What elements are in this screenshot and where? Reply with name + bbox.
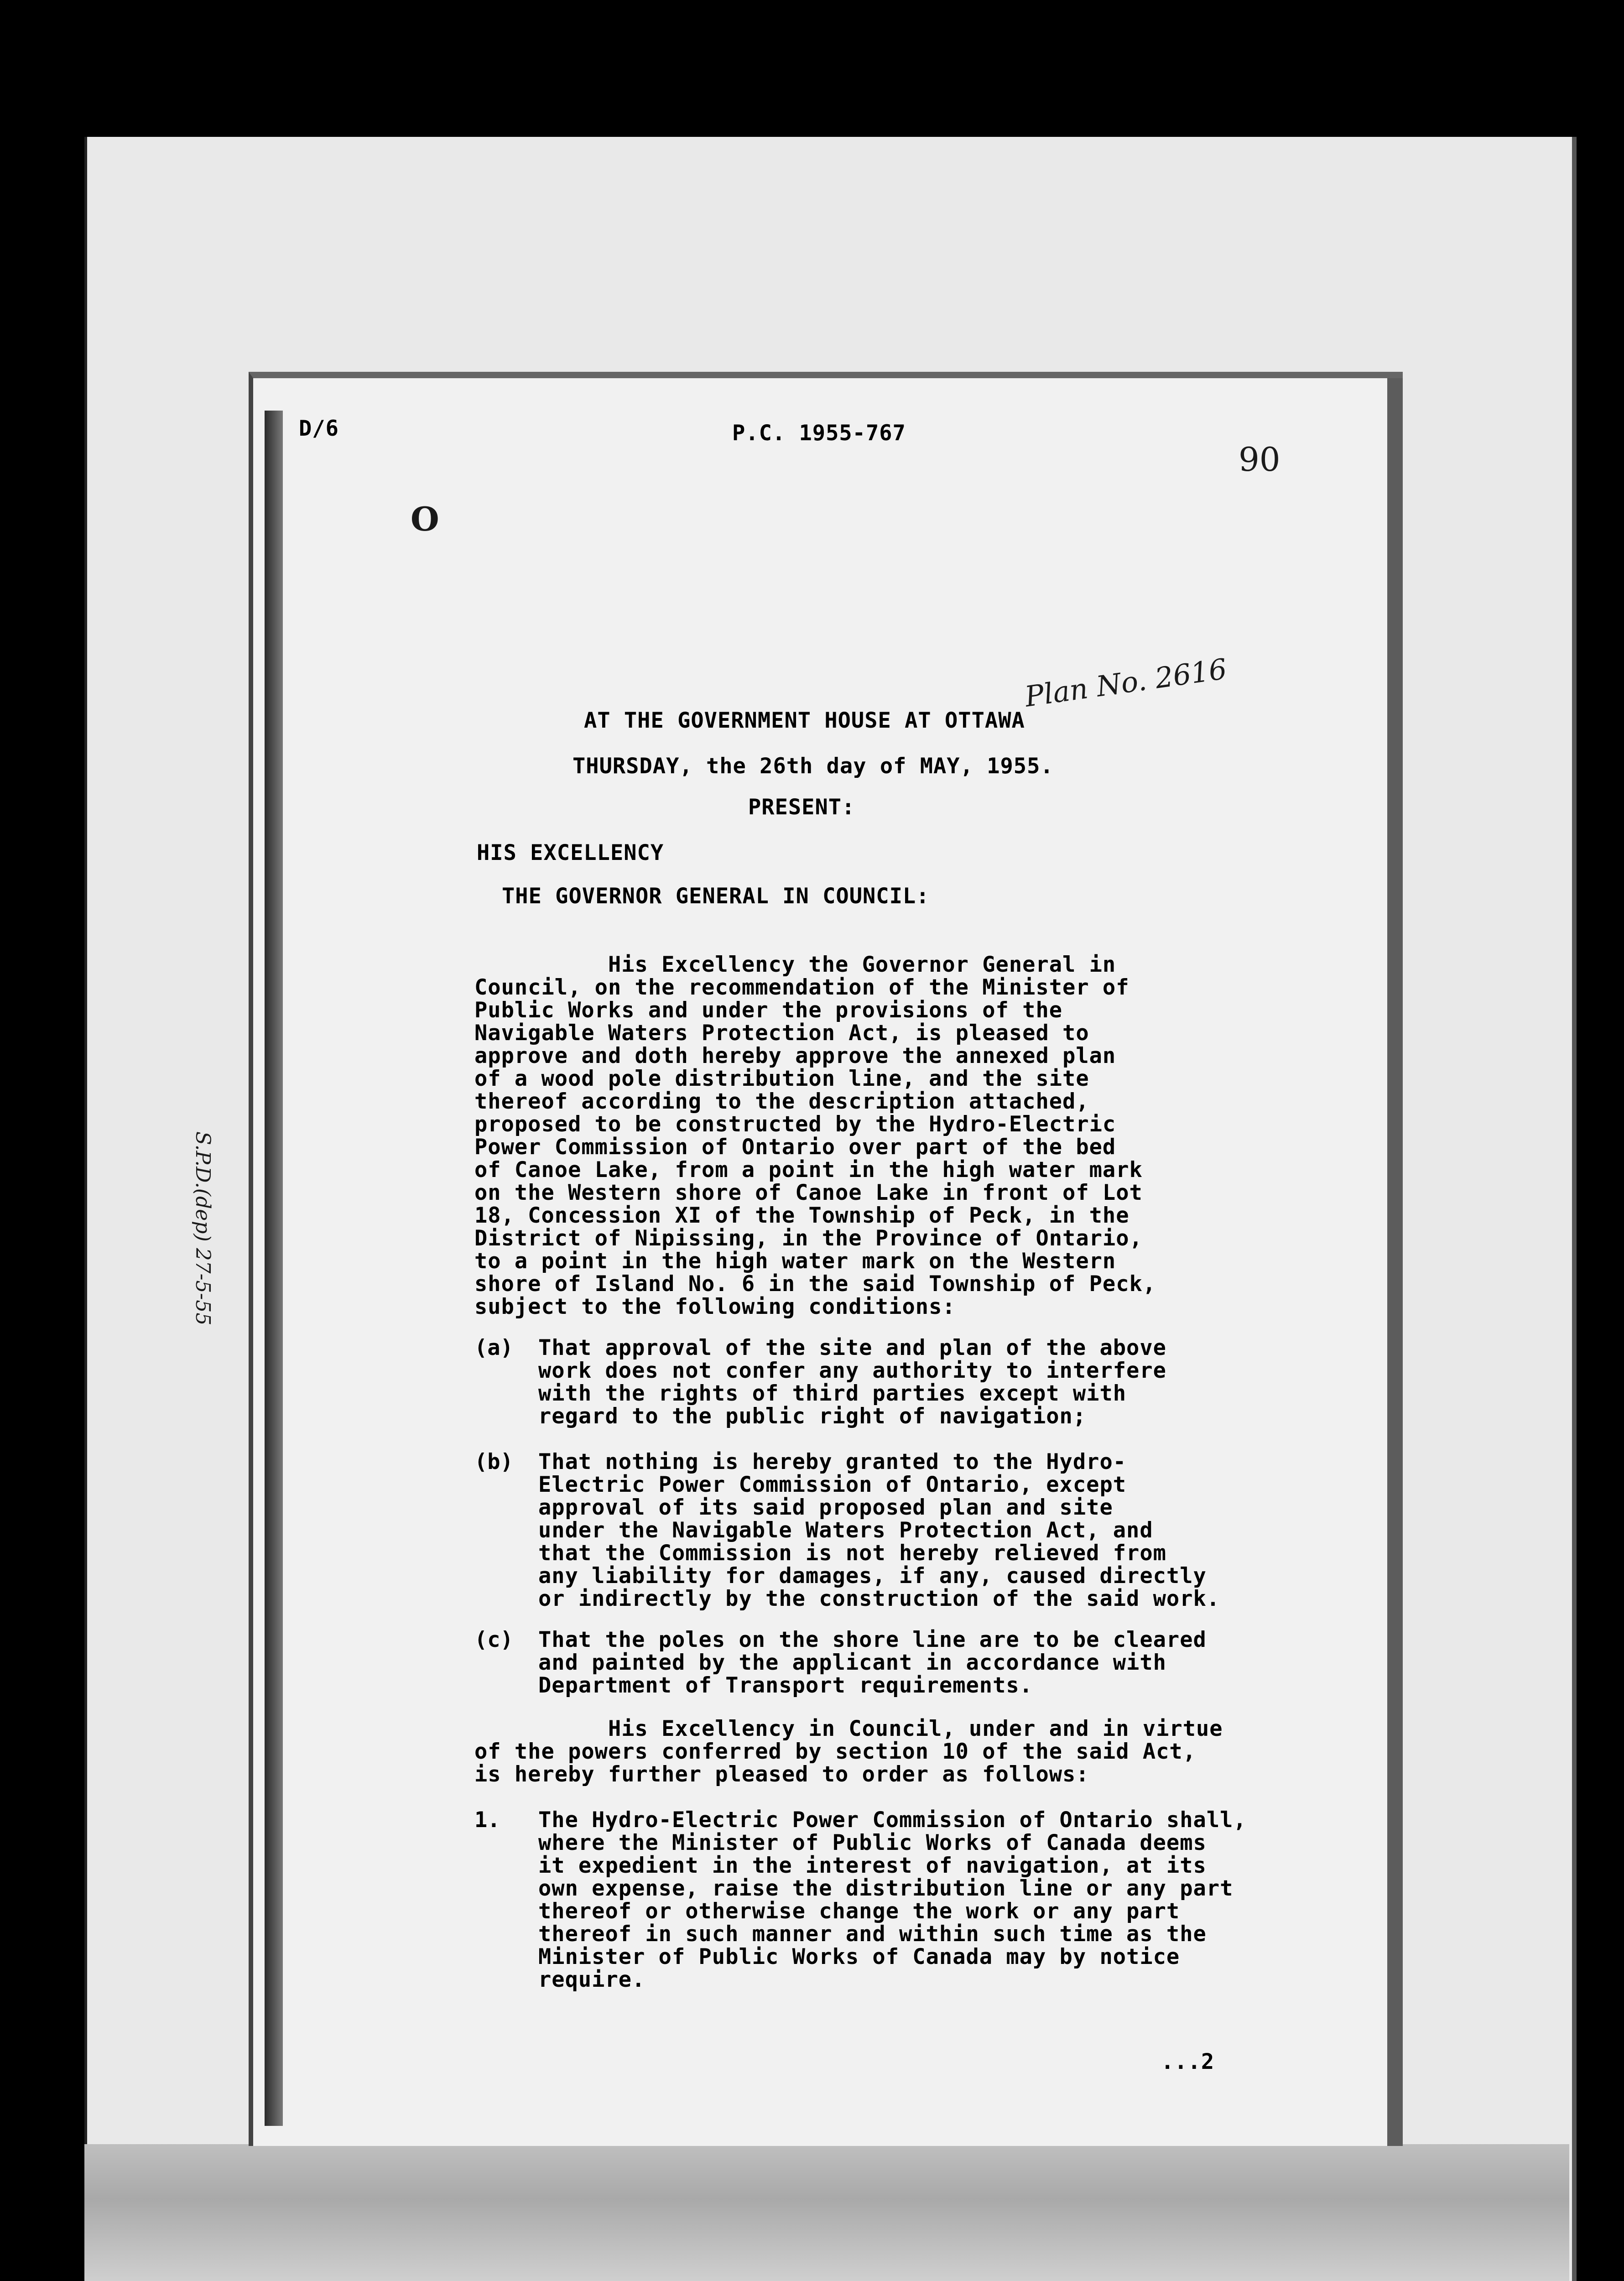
condition-label: (b) [474, 1449, 513, 1474]
second-paragraph: His Excellency in Council, under and in virtue of the powers conferred by section 10 of the said Act, is hereby further pleased to order as follows: [474, 1716, 1223, 1787]
condition-text: That nothing is hereby granted to the Hydro- Electric Power Commission of Ontario, except approval of its said proposed plan and site under the Navigable Waters Protection Act, and that the Commission is not hereby relieved from any liability for damages, if any, caused directly or indirectly by the construction of the said work. [538, 1449, 1220, 1611]
order-text: The Hydro-Electric Power Commission of Ontario shall, where the Minister of Public Works of Canada deems it expedient in the interest of navigation, at its own expense, raise the distribution line or any part thereof or otherwise change the work or any part thereof in such manner and within such time as the Minister of Public Works of Canada may by notice require. [538, 1807, 1247, 1992]
page-number: 90 [1239, 440, 1280, 479]
condition-text: That approval of the site and plan of the above work does not confer any authority to interfere with the rights of third parties except with regard to the public right of navigation; [538, 1335, 1166, 1429]
condition-label: (c) [474, 1627, 513, 1652]
location-heading: AT THE GOVERNMENT HOUSE AT OTTAWA [584, 708, 1025, 733]
date-heading: THURSDAY, the 26th day of MAY, 1955. [573, 754, 1054, 779]
condition-label: (a) [474, 1335, 513, 1360]
condition-text: That the poles on the shore line are to be cleared and painted by the applicant in accordance with Department of Transport requirements. [538, 1627, 1207, 1698]
main-paragraph: His Excellency the Governor General in Council, on the recommendation of the Minister of Public Works and under the provisions of the Navigable Waters Protection Act, is pleased to approve and doth hereby approve the annexed plan of a wood pole distribution line, and the site thereof according to the description attached, proposed to be constructed by the Hydro-Electric Power Commission of Ontario over part of the bed of Canoe Lake, from a point in the high water mark on the Western shore of Canoe Lake in front of Lot 18, Concession XI of the Township of Peck, in the District of Nipissing, in the Province of Ontario, to a point in the high water mark on the Western shore of Island No. 6 in the said Township of Peck, subject to the following conditions: [474, 952, 1156, 1319]
plan-number-note: Plan No. 2616 [1023, 652, 1229, 713]
margin-note: S.P.D.(dep) 27-5-55 [191, 1131, 214, 1326]
page-left-edge-shadow [265, 411, 283, 2126]
continuation-marker: ...2 [1161, 2049, 1215, 2074]
order-number: P.C. 1955-767 [732, 421, 906, 446]
address-line-2: THE GOVERNOR GENERAL IN COUNCIL: [502, 884, 930, 909]
present-heading: PRESENT: [748, 795, 855, 820]
order-label: 1. [474, 1807, 500, 1833]
circle-mark: O [411, 500, 439, 538]
scan-bottom-shade [84, 2144, 1569, 2281]
file-code: D/6 [299, 416, 339, 441]
address-line-1: HIS EXCELLENCY [477, 840, 664, 865]
